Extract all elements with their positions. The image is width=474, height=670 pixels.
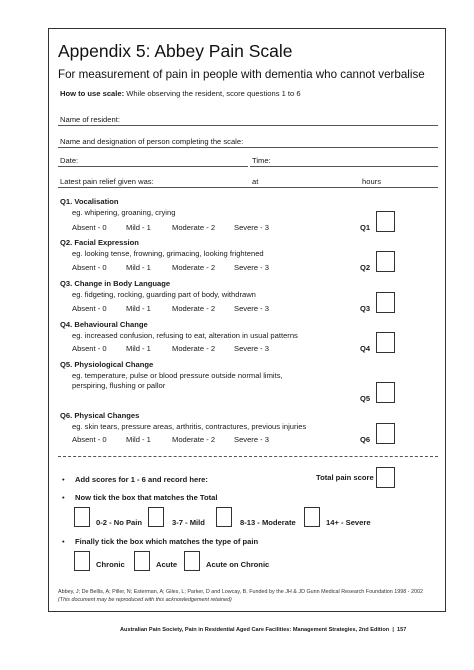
- q3-mild: Mild - 1: [126, 304, 151, 313]
- bullet: •: [62, 475, 65, 484]
- section-separator: [58, 456, 438, 457]
- q1-label: Q1: [360, 223, 371, 232]
- q3-description: eg. fidgeting, rocking, guarding part of body, withdrawn: [72, 290, 256, 299]
- pain-relief-field[interactable]: [58, 187, 438, 188]
- time-field[interactable]: [250, 166, 438, 167]
- q4-absent: Absent - 0: [72, 344, 107, 353]
- q1-description: eg. whipering, groaning, crying: [72, 208, 176, 217]
- how-to-text: While observing the resident, score questions 1 to 6: [124, 89, 301, 98]
- acute-on-chronic-checkbox[interactable]: [184, 551, 200, 571]
- citation-note-text: (This document may be reproduced with this acknowledgement retained): [58, 597, 232, 603]
- chronic-label: Chronic: [96, 560, 125, 569]
- q4-description: eg. increased confusion, refusing to eat, alteration in usual patterns: [72, 331, 298, 340]
- q2-title: Q2. Facial Expression: [60, 238, 139, 247]
- q1-absent: Absent - 0: [72, 223, 107, 232]
- q6-title: Q6. Physical Changes: [60, 411, 140, 420]
- mild-label: 3-7 - Mild: [172, 518, 205, 527]
- q3-severe: Severe - 3: [234, 304, 270, 313]
- q1-score-box[interactable]: [376, 211, 395, 232]
- q2-absent: Absent - 0: [72, 263, 107, 272]
- q1-title: Q1. Vocalisation: [60, 197, 119, 206]
- q4-label: Q4: [360, 344, 371, 353]
- chronic-checkbox[interactable]: [74, 551, 90, 571]
- q1-moderate: Moderate - 2: [172, 223, 216, 232]
- how-to-use: [60, 89, 301, 98]
- q3-moderate: Moderate - 2: [172, 304, 216, 313]
- q6-score-box[interactable]: [376, 423, 395, 444]
- designation-field[interactable]: [58, 147, 438, 148]
- footer-separator: |: [392, 627, 394, 633]
- q5-score-box[interactable]: [376, 382, 395, 403]
- q3-label: Q3: [360, 304, 371, 313]
- citation-authors: Abbey, J; De Bellis, A; Piller, N; Esterman, A; Giles, L; Parker, D and Lowcay, B. Funded by the JH & JD Gunn Medical Research Foundation 1998 - 2002: [58, 589, 424, 595]
- q1-mild: Mild - 1: [126, 223, 151, 232]
- q2-severe: Severe - 3: [234, 263, 270, 272]
- page-number: 157: [397, 627, 407, 633]
- q6-severe: Severe - 3: [234, 435, 270, 444]
- page-footer: [120, 627, 406, 633]
- q2-mild: Mild - 1: [126, 263, 151, 272]
- bullet: •: [62, 493, 65, 502]
- q2-score-box[interactable]: [376, 251, 395, 272]
- q6-mild: Mild - 1: [126, 435, 151, 444]
- q4-score-box[interactable]: [376, 332, 395, 353]
- q2-label: Q2: [360, 263, 371, 272]
- severe-checkbox[interactable]: [304, 507, 320, 527]
- q6-label: Q6: [360, 435, 371, 444]
- tick-total-label: Now tick the box that matches the Total: [75, 493, 218, 502]
- at-label: at: [252, 177, 259, 186]
- q4-severe: Severe - 3: [234, 344, 270, 353]
- total-pain-score-box[interactable]: [376, 467, 395, 488]
- q2-description: eg. looking tense, frowning, grimacing, looking frightened: [72, 249, 264, 258]
- q5-description-line2: perspiring, flushing or pallor: [72, 381, 166, 390]
- q6-description: eg. skin tears, pressure areas, arthritis, contractures, previous injuries: [72, 422, 307, 431]
- q5-description-line1: eg. temperature, pulse or blood pressure outside normal limits,: [72, 371, 283, 380]
- severe-label: 14+ - Severe: [326, 518, 371, 527]
- q6-absent: Absent - 0: [72, 435, 107, 444]
- no-pain-label: 0-2 - No Pain: [96, 518, 142, 527]
- q6-moderate: Moderate - 2: [172, 435, 216, 444]
- how-to-label: How to use scale:: [60, 89, 125, 98]
- q4-moderate: Moderate - 2: [172, 344, 216, 353]
- resident-name-label: Name of resident:: [60, 115, 120, 124]
- mild-checkbox[interactable]: [148, 507, 164, 527]
- tick-type-label: Finally tick the box which matches the type of pain: [75, 537, 259, 546]
- q3-absent: Absent - 0: [72, 304, 107, 313]
- no-pain-checkbox[interactable]: [74, 507, 90, 527]
- q5-label: Q5: [360, 394, 371, 403]
- q1-severe: Severe - 3: [234, 223, 270, 232]
- q4-mild: Mild - 1: [126, 344, 151, 353]
- moderate-checkbox[interactable]: [216, 507, 232, 527]
- page-subtitle: For measurement of pain in people with dementia who cannot verbalise: [58, 68, 425, 81]
- add-scores-label: Add scores for 1 - 6 and record here:: [75, 475, 208, 484]
- q2-moderate: Moderate - 2: [172, 263, 216, 272]
- acute-label: Acute: [156, 560, 178, 569]
- moderate-label: 8-13 - Moderate: [240, 518, 296, 527]
- date-field[interactable]: [58, 166, 248, 167]
- citation-note: [58, 597, 232, 603]
- acute-checkbox[interactable]: [134, 551, 150, 571]
- time-label: Time:: [252, 156, 271, 165]
- hours-label: hours: [362, 177, 381, 186]
- footer-text: Australian Pain Society, Pain in Residential Aged Care Facilities: Management Strategies, 2nd Edition: [120, 627, 390, 633]
- bullet: •: [62, 537, 65, 546]
- pain-relief-label: Latest pain relief given was:: [60, 177, 154, 186]
- q4-title: Q4. Behavioural Change: [60, 320, 148, 329]
- date-label: Date:: [60, 156, 79, 165]
- q3-title: Q3. Change in Body Language: [60, 279, 171, 288]
- q3-score-box[interactable]: [376, 292, 395, 313]
- page-title: Appendix 5: Abbey Pain Scale: [58, 41, 293, 61]
- q5-title: Q5. Physiological Change: [60, 360, 154, 369]
- resident-name-field[interactable]: [58, 125, 438, 126]
- acute-on-chronic-label: Acute on Chronic: [206, 560, 270, 569]
- total-pain-score-label: Total pain score: [316, 473, 374, 482]
- designation-label: Name and designation of person completing the scale:: [60, 137, 244, 146]
